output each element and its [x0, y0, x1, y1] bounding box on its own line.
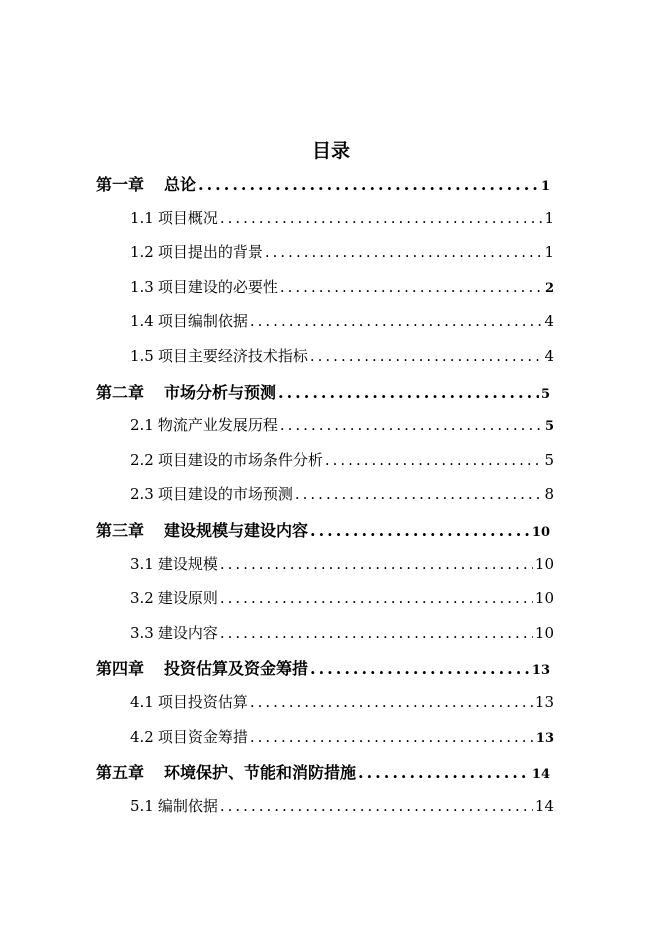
toc-entry[interactable]	[130, 795, 554, 819]
dot-leader	[356, 763, 530, 782]
toc-entry-number: 1.5	[130, 347, 154, 365]
toc-entry-number: 1.4	[130, 312, 154, 330]
toc-entry-text: 编制依据	[157, 797, 218, 815]
dot-leader	[263, 243, 543, 261]
toc-entry-label	[96, 760, 356, 783]
toc-page-number: 13	[535, 731, 554, 746]
toc-entry-text: 项目概况	[157, 209, 218, 227]
toc-entry[interactable]	[130, 587, 554, 611]
toc-entry-number: 第一章	[96, 175, 145, 194]
toc-entry-number: 2.2	[130, 451, 154, 469]
toc-entry-number: 第四章	[96, 659, 145, 678]
toc-page-number: 4	[544, 347, 554, 365]
toc-entry[interactable]	[130, 726, 554, 750]
toc-entry-label	[130, 241, 263, 262]
toc-entry[interactable]	[96, 656, 550, 680]
toc-entry[interactable]	[130, 241, 554, 265]
toc-page-number: 10	[534, 624, 554, 642]
toc-entry-label	[130, 414, 278, 435]
dot-leader	[218, 589, 533, 607]
toc-entry-number: 4.2	[130, 728, 154, 746]
toc-entry-number: 1.1	[130, 209, 154, 227]
toc-entry[interactable]	[96, 172, 550, 196]
toc-entry-label	[130, 553, 218, 574]
toc-entry-label	[130, 449, 323, 470]
toc-entry[interactable]	[130, 553, 554, 577]
toc-entry-text: 项目资金筹措	[157, 728, 248, 746]
toc-entry[interactable]	[130, 414, 554, 438]
toc-entry-number: 2.3	[130, 485, 154, 503]
dot-leader	[248, 693, 533, 711]
toc-page-number: 5	[540, 387, 550, 402]
toc-page-number: 1	[540, 179, 550, 194]
toc-entry-label	[130, 795, 218, 816]
dot-leader	[276, 383, 539, 402]
toc-page-number: 5	[544, 451, 554, 469]
toc-entry-number: 3.1	[130, 555, 154, 573]
dot-leader	[218, 797, 533, 815]
toc-entry[interactable]	[130, 691, 554, 715]
dot-leader	[196, 175, 539, 194]
toc-page-number: 5	[544, 419, 554, 434]
toc-entry-text: 总论	[164, 175, 197, 194]
toc-entry-label	[130, 345, 308, 366]
toc-entry[interactable]	[130, 207, 554, 231]
dot-leader	[248, 728, 534, 746]
toc-entry-label	[130, 622, 218, 643]
toc-entry-label	[130, 207, 218, 228]
toc-entry-number: 4.1	[130, 693, 154, 711]
dot-leader	[278, 416, 543, 434]
toc-entry-number: 1.2	[130, 243, 154, 261]
toc-page-number: 10	[531, 525, 550, 540]
toc-entry-text: 项目编制依据	[157, 312, 248, 330]
toc-entry[interactable]	[130, 449, 554, 473]
toc-page-number: 1	[544, 243, 554, 261]
toc-entry-text: 建设规模与建设内容	[164, 521, 309, 540]
toc-entry-text: 项目提出的背景	[157, 243, 263, 261]
toc-entry-text: 项目主要经济技术指标	[157, 347, 308, 365]
toc-title: 目录	[311, 140, 350, 162]
toc-entry-number: 5.1	[130, 797, 154, 815]
toc-entry-text: 项目建设的市场条件分析	[157, 451, 323, 469]
toc-entry-text: 建设规模	[157, 555, 218, 573]
toc-page-number: 1	[544, 209, 554, 227]
toc-entry-number: 1.3	[130, 278, 154, 296]
toc-entry[interactable]	[130, 345, 554, 369]
toc-entry-label	[130, 310, 248, 331]
dot-leader	[308, 347, 543, 365]
toc-entry-label	[130, 587, 218, 608]
dot-leader	[323, 451, 543, 469]
toc-entry[interactable]	[96, 380, 550, 404]
toc-entry-text: 项目建设的必要性	[157, 278, 278, 296]
dot-leader	[278, 278, 543, 296]
toc-entry[interactable]	[130, 310, 554, 334]
toc-page-number: 13	[534, 693, 554, 711]
dot-leader	[308, 659, 530, 678]
toc-page-number: 8	[544, 485, 554, 503]
toc-entry[interactable]	[96, 760, 550, 784]
toc-entry-number: 3.2	[130, 589, 154, 607]
toc-page-number: 14	[534, 797, 554, 815]
toc-page-number: 13	[531, 663, 550, 678]
dot-leader	[293, 485, 543, 503]
toc-entry-number: 第五章	[96, 763, 145, 782]
toc-entry-text: 市场分析与预测	[164, 383, 277, 402]
toc-entry-label	[130, 276, 278, 297]
toc-entry[interactable]	[130, 622, 554, 646]
toc-page-number: 4	[544, 312, 554, 330]
toc-entry-text: 投资估算及资金筹措	[164, 659, 309, 678]
toc-entry-text: 物流产业发展历程	[157, 416, 278, 434]
toc-entry-label	[96, 380, 276, 403]
toc-entry[interactable]	[130, 276, 554, 300]
toc-entry-label	[130, 726, 248, 747]
toc-entry-text: 项目投资估算	[157, 693, 248, 711]
toc-entry[interactable]	[130, 483, 554, 507]
toc-entry-number: 第三章	[96, 521, 145, 540]
toc-page-number: 14	[531, 767, 550, 782]
dot-leader	[218, 209, 543, 227]
toc-entry-label	[96, 656, 308, 679]
toc-entry-label	[130, 483, 293, 504]
toc-entry-label	[130, 691, 248, 712]
dot-leader	[218, 624, 533, 642]
toc-entry-number: 2.1	[130, 416, 154, 434]
toc-entry-text: 建设内容	[157, 624, 218, 642]
toc-entry-number: 第二章	[96, 383, 145, 402]
toc-entry-text: 项目建设的市场预测	[157, 485, 293, 503]
toc-entry-label	[96, 518, 308, 541]
toc-entry[interactable]	[96, 518, 550, 542]
toc-entry-number: 3.3	[130, 624, 154, 642]
toc-entry-text: 环境保护、节能和消防措施	[164, 763, 357, 782]
toc-page-number: 2	[544, 281, 554, 296]
toc-page-number: 10	[534, 589, 554, 607]
toc-entry-label	[96, 172, 196, 195]
toc-entry-text: 建设原则	[157, 589, 218, 607]
dot-leader	[248, 312, 543, 330]
toc-page-number: 10	[534, 555, 554, 573]
dot-leader	[218, 555, 533, 573]
dot-leader	[308, 521, 530, 540]
